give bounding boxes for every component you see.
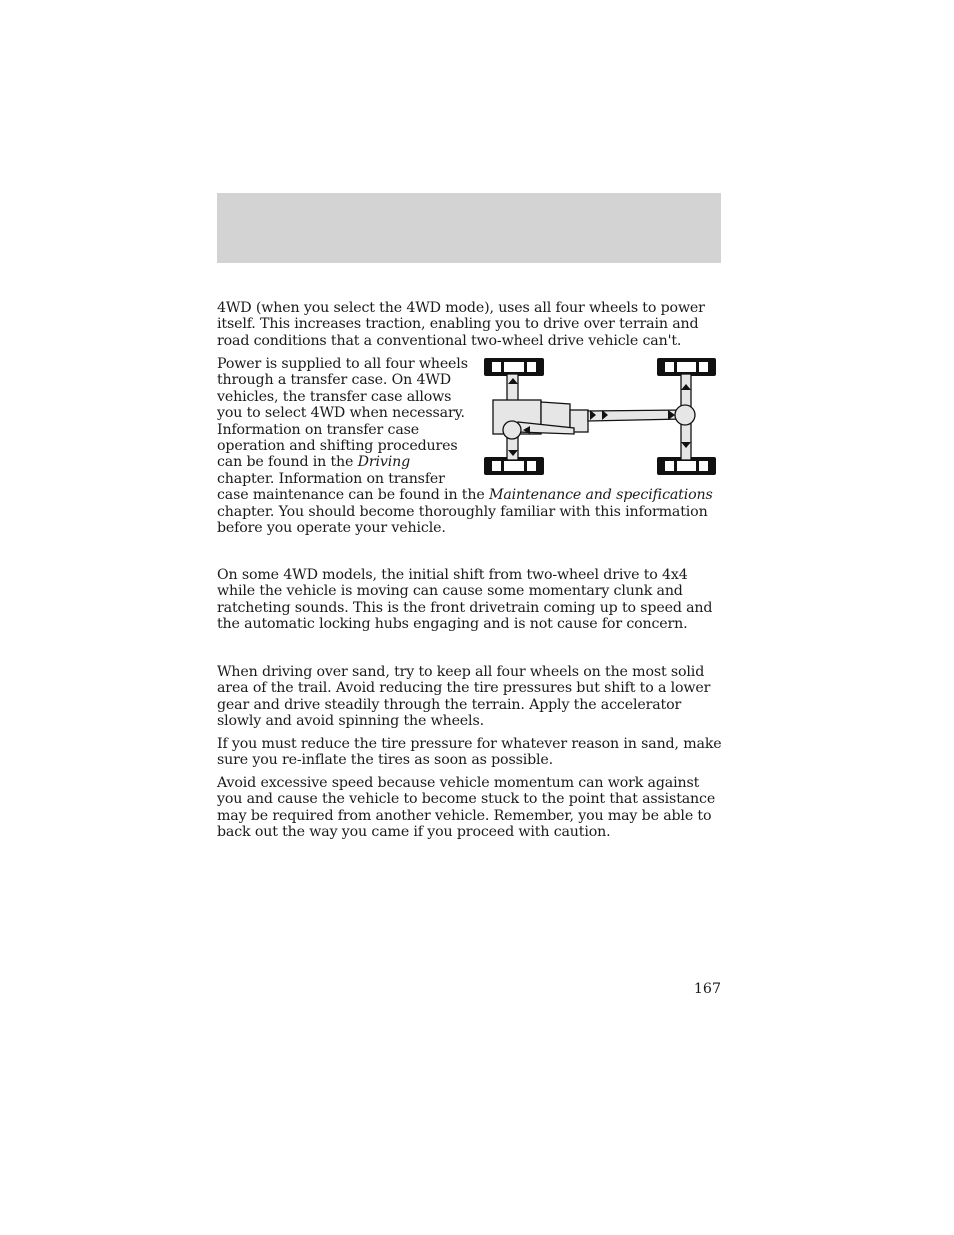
power-line-5: Information on transfer case [217, 421, 420, 438]
power-line-1: Power is supplied to all four wheels [217, 356, 468, 372]
section-header-band [217, 193, 721, 263]
power-line-7-text: can be found in the [217, 454, 358, 471]
power-line-11: before you operate your vehicle. [217, 520, 446, 537]
power-line-9 [217, 487, 723, 503]
shift-note-paragraph: On some 4WD models, the initial shift from two-wheel drive to 4x4 while the vehicle is moving can cause some momentary clunk and ratcheting sounds. This is the front drivetrain coming up to speed and the automatic locking hubs engaging and is not cause for concern. [217, 567, 713, 633]
sand-paragraph-2: If you must reduce the tire pressure for whatever reason in sand, make sure you re-inflate the tires as soon as possible. [217, 736, 722, 769]
intro-paragraph: 4WD (when you select the 4WD mode), uses all four wheels to power itself. This increases traction, enabling you to drive over terrain and road conditions that a conventional two-wheel drive vehicle can't. [217, 300, 705, 349]
power-line-10: chapter. You should become thoroughly familiar with this information [217, 503, 708, 520]
power-line-2: through a transfer case. On 4WD [217, 372, 452, 389]
driving-chapter-reference: Driving [357, 454, 411, 471]
power-line-6: operation and shifting procedures [217, 438, 458, 455]
power-line-9-text: case maintenance can be found in the [217, 487, 489, 504]
four-wheel-drivetrain-diagram-icon [478, 354, 722, 480]
maintenance-chapter-reference: Maintenance and specifications [488, 487, 713, 504]
sand-paragraph-3: Avoid excessive speed because vehicle momentum can work against you and cause the vehicle to become stuck to the point that assistance may be required from another vehicle. Remember, you may be able to back out the way you came if you proceed with caution. [217, 775, 716, 841]
power-line-3: vehicles, the transfer case allows [217, 388, 452, 405]
power-line-4: you to select 4WD when necessary. [217, 405, 465, 422]
page-number: 167 [693, 981, 721, 997]
power-line-8: chapter. Information on transfer [217, 470, 445, 487]
sand-paragraph-1: When driving over sand, try to keep all four wheels on the most solid area of the trail. Avoid reducing the tire pressures but shift to a lower gear and drive steadily through the terrain. Apply the accelerator slowly and avoid spinning the wheels. [217, 664, 711, 730]
